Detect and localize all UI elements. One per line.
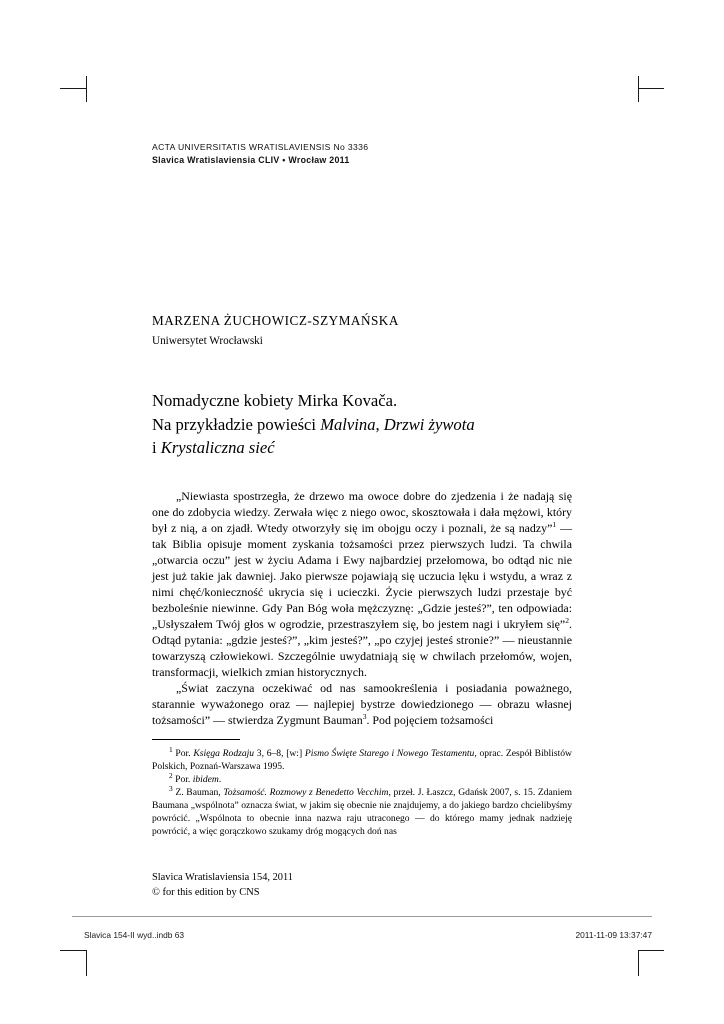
body-text	[152, 488, 572, 728]
title-separator: ,	[375, 414, 384, 434]
footnote-1-text-c: , oprac. Zespół Biblistów Polskich, Poznań-Warszawa 1995.	[152, 747, 572, 772]
footnote-2-number: 2	[169, 770, 173, 780]
footnote-1-text-a: Por.	[175, 747, 194, 759]
footnote-3-text-b: , przeł. J. Łaszcz, Gdańsk 2007, s. 15. Zdaniem Baumana „wspólnota” oznacza świat, w jakim się obecnie nie znajdujemy, a do jakiego bardzo chcielibyśmy powrócić. „Wspólnota to obecnie inna nazwa raju utraconego — do którego mamy jednak nadzieję powrócić, a więc gorączkowo szukamy dróg mogących doń nas	[152, 786, 572, 837]
footnote-3-number: 3	[169, 783, 173, 793]
crop-mark-bottom-right-v	[638, 950, 639, 976]
crop-mark-top-left-h	[60, 88, 86, 89]
title-work-drzwi-zywota: Drzwi żywota	[383, 414, 475, 434]
footnote-2-text-b: .	[218, 773, 222, 785]
footnote-2-italic-a: ibidem	[192, 773, 219, 785]
author-name: MARZENA ŻUCHOWICZ-SZYMAŃSKA	[152, 313, 399, 328]
crop-mark-top-right-v	[638, 76, 639, 102]
footnote-ref-2[interactable]: 2	[565, 615, 570, 625]
paragraph-1-part-a: „Niewiasta spostrzegła, że drzewo ma owoce dobre do zjedzenia i że nadają się one do zdobycia wiedzy. Zerwała więc z niego owoc, skosztowała i dała mężowi, który był z nią, a on zjadł. Wtedy otworzyły się im obojgu oczy i poznali, że są nadzy”	[152, 488, 572, 535]
title-work-krystaliczna-siec: Krystaliczna sieć	[160, 438, 275, 458]
crop-mark-bottom-right-h	[638, 950, 664, 951]
crop-mark-top-left-v	[86, 76, 87, 102]
page-content	[152, 142, 572, 838]
footnote-ref-1[interactable]: 1	[552, 519, 557, 529]
footer-divider	[72, 916, 652, 917]
footnote-3-text-a: Z. Bauman,	[175, 786, 224, 798]
footnote-2	[152, 770, 572, 786]
footnote-1-italic-b: Pismo Święte Starego i Nowego Testamentu	[304, 747, 475, 759]
title-line-2-text: Na przykładzie powieści	[152, 414, 321, 434]
journal-series-line: ACTA UNIVERSITATIS WRATISLAVIENSIS No 3336	[152, 142, 369, 152]
footer-timestamp: 2011-11-09 13:37:47	[575, 930, 652, 940]
paragraph-2-part-b: . Pod pojęciem tożsamości	[366, 712, 494, 727]
footnote-1-number: 1	[169, 744, 173, 754]
footnotes	[152, 744, 572, 838]
paragraph-2-part-a: „Świat zaczyna oczekiwać od nas samookreślenia i posiadania poważnego, starannie wyważonego oraz — najlepiej bystrze dowiedzionego — obrazu własnej tożsamości” — stwierdza Zygmunt Bauman	[152, 680, 572, 727]
title-line-3	[152, 436, 572, 460]
page-title	[152, 389, 572, 460]
colophon-line-2: © for this edition by CNS	[152, 887, 260, 899]
footnote-3-italic-a: Tożsamość. Rozmowy z Benedetto Vecchim	[223, 786, 389, 798]
crop-mark-bottom-left-h	[60, 950, 86, 951]
title-line-1	[152, 389, 572, 413]
colophon-line-1: Slavica Wratislaviensia 154, 2011	[152, 872, 293, 883]
journal-issue-line: Slavica Wratislaviensia CLIV • Wrocław 2011	[152, 155, 350, 165]
colophon	[152, 870, 293, 900]
footnote-1	[152, 744, 572, 773]
crop-mark-bottom-left-v	[86, 950, 87, 976]
paragraph-1-part-b: — tak Biblia opisuje moment zyskania tożsamości przez pierwszych ludzi. Ta chwila „otwarcia oczu” jest w życiu Adama i Ewy najbardziej przełomowa, bo odtąd nic nie jest już takie jak dawniej. Jako pierwsze pojawiają się uczucia lęku i wstydu, a wraz z nimi chęć/konieczność ukrycia się i ucieczki. Życie pierwszych ludzi przestaje być bezboleśnie niewinne. Gdy Pan Bóg woła mężczyznę: „Gdzie jesteś?”, ten odpowiada: „Usłyszałem Twój głos w ogrodzie, przestraszyłem się, bo jestem nagi i ukryłem się”	[152, 520, 572, 631]
footnote-1-italic-a: Księga Rodzaju	[193, 747, 255, 759]
title-work-malvina: Malvina	[320, 414, 376, 434]
paragraph-2	[152, 680, 572, 728]
footnote-separator-rule	[152, 739, 240, 740]
footnote-ref-3[interactable]: 3	[362, 711, 367, 721]
footer-file-label: Slavica 154-II wyd..indb 63	[84, 930, 185, 940]
title-line-3-text: i	[152, 438, 161, 458]
paragraph-1-part-c: . Odtąd pytania: „gdzie jesteś?”, „kim jesteś?”, „po czyjej jesteś stronie?” — nieustannie towarzyszą człowiekowi. Szczególnie uwydatniają się w chwilach przełomów, wojen, transformacji, wielkich zmian historycznych.	[152, 616, 572, 679]
title-line-1-text: Nomadyczne kobiety Mirka Kovača.	[152, 391, 398, 410]
title-line-2	[152, 413, 572, 437]
author-affiliation: Uniwersytet Wrocławski	[152, 335, 263, 347]
footnote-3	[152, 783, 572, 838]
crop-mark-top-right-h	[638, 88, 664, 89]
footnote-2-text-a: Por.	[175, 773, 193, 785]
paragraph-1	[152, 488, 572, 680]
footnote-1-text-b: 3, 6–8, [w:]	[254, 747, 305, 759]
